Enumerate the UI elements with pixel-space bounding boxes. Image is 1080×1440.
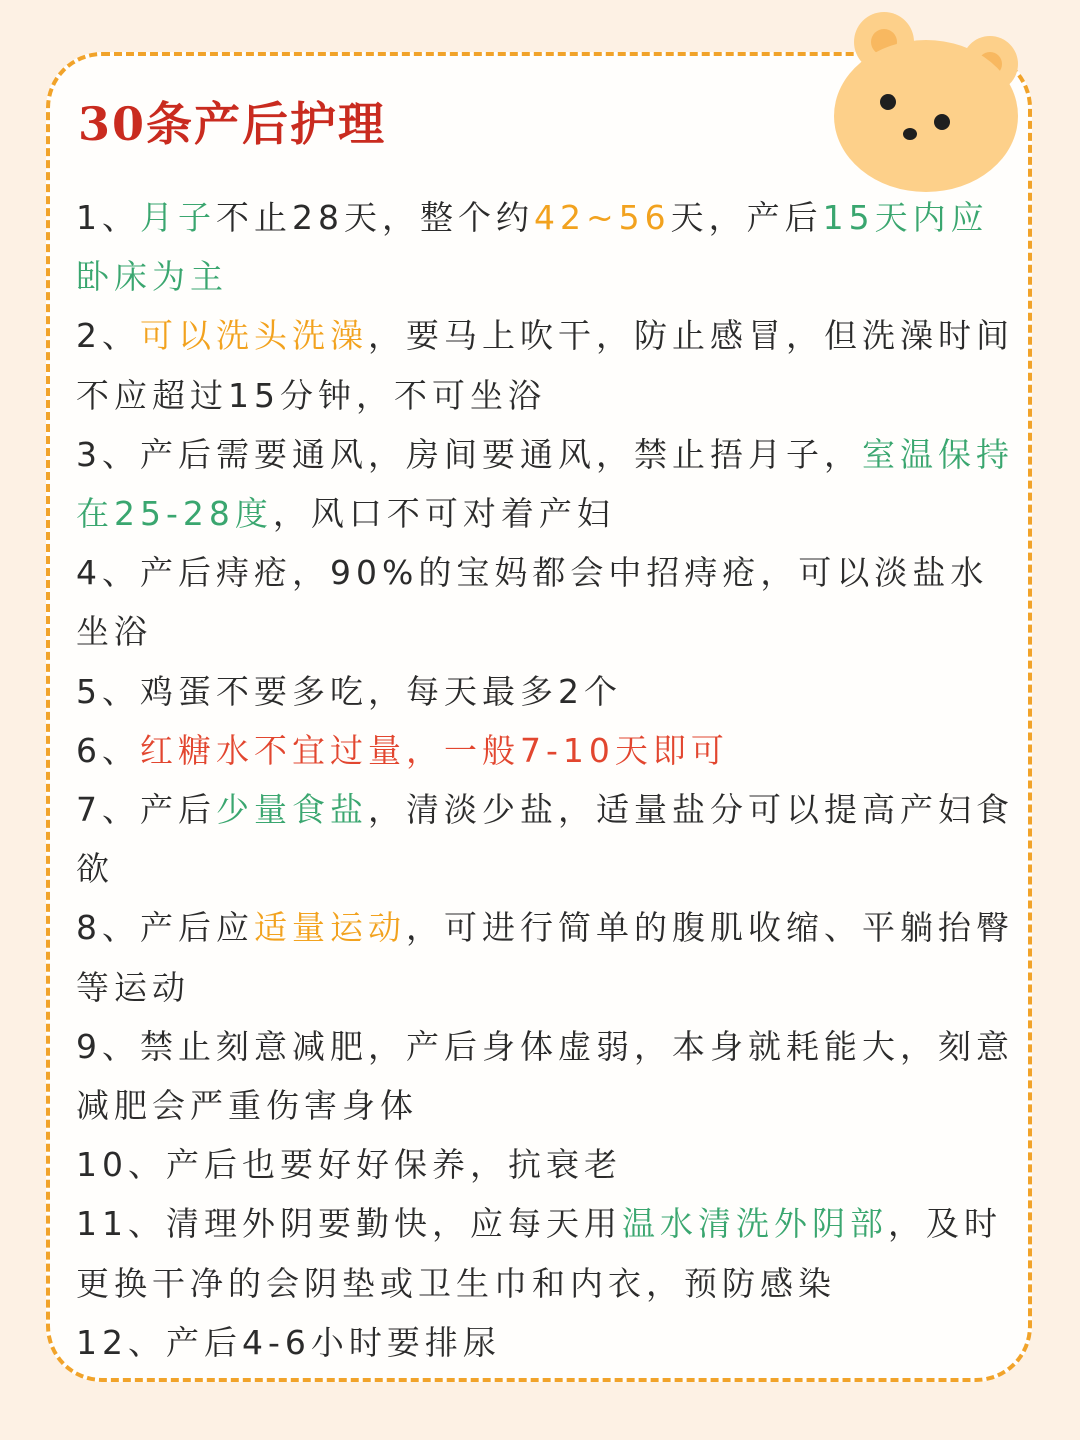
item-text: 10、产后也要好好保养，抗衰老 xyxy=(76,1145,622,1185)
highlight-text: 温水清洗外阴部 xyxy=(622,1204,888,1244)
list-item xyxy=(76,1313,1020,1372)
list-item xyxy=(76,425,1020,543)
item-text: 2、 xyxy=(76,316,140,356)
page-title: 30条产后护理 xyxy=(78,97,387,151)
bear-face-icon xyxy=(826,6,1032,196)
highlight-text: 月子 xyxy=(140,198,216,237)
item-text: 11、清理外阴要勤快，应每天用 xyxy=(76,1204,622,1244)
list-item xyxy=(76,721,1020,780)
highlight-text: 适量运动 xyxy=(254,908,406,948)
item-text: ，可进行简单的腹肌收缩、平躺抬臀等运动 xyxy=(76,908,1014,1007)
item-text: 5、鸡蛋不要多吃，每天最多2个 xyxy=(76,671,622,711)
item-text: ，风口不可对着产妇 xyxy=(272,494,615,534)
care-list xyxy=(76,188,1020,1372)
item-text: 1、 xyxy=(76,198,140,237)
list-item xyxy=(76,898,1020,1016)
list-item xyxy=(76,780,1020,898)
highlight-text: 15天内应卧床为主 xyxy=(76,198,989,297)
list-item xyxy=(76,1017,1020,1135)
item-text: 4、产后痔疮，90%的宝妈都会中招痔疮，可以淡盐水坐浴 xyxy=(76,553,989,652)
item-text: 8、产后应 xyxy=(76,908,254,948)
item-text: 7、产后 xyxy=(76,790,216,830)
list-item xyxy=(76,1135,1020,1194)
item-text: 12、产后4-6小时要排尿 xyxy=(76,1322,501,1362)
item-text: 不止28天，整个约 xyxy=(216,198,534,237)
highlight-text: 少量食盐 xyxy=(216,790,368,830)
highlight-text: 可以洗头洗澡 xyxy=(140,316,368,356)
item-text: ，清淡少盐，适量盐分可以提高产妇食欲 xyxy=(76,790,1014,889)
item-text: ，要马上吹干，防止感冒，但洗澡时间不应超过15分钟，不可坐浴 xyxy=(76,316,1014,415)
list-item xyxy=(76,1194,1020,1312)
item-text: 6、 xyxy=(76,730,140,770)
item-text: ，及时更换干净的会阴垫或卫生巾和内衣，预防感染 xyxy=(76,1204,1002,1303)
highlight-text: 室温保持在25-28度 xyxy=(76,434,1014,534)
highlight-text: 42~56 xyxy=(534,198,671,237)
list-item xyxy=(76,543,1020,661)
list-item xyxy=(76,662,1020,721)
item-text: 天，产后 xyxy=(670,198,823,237)
highlight-text: 红糖水不宜过量，一般7-10天即可 xyxy=(140,730,729,770)
item-text: 3、产后需要通风，房间要通风，禁止捂月子， xyxy=(76,434,862,474)
list-item xyxy=(76,306,1020,424)
list-item xyxy=(76,188,1020,306)
item-text: 9、禁止刻意减肥，产后身体虚弱，本身就耗能大，刻意减肥会严重伤害身体 xyxy=(76,1026,1014,1126)
